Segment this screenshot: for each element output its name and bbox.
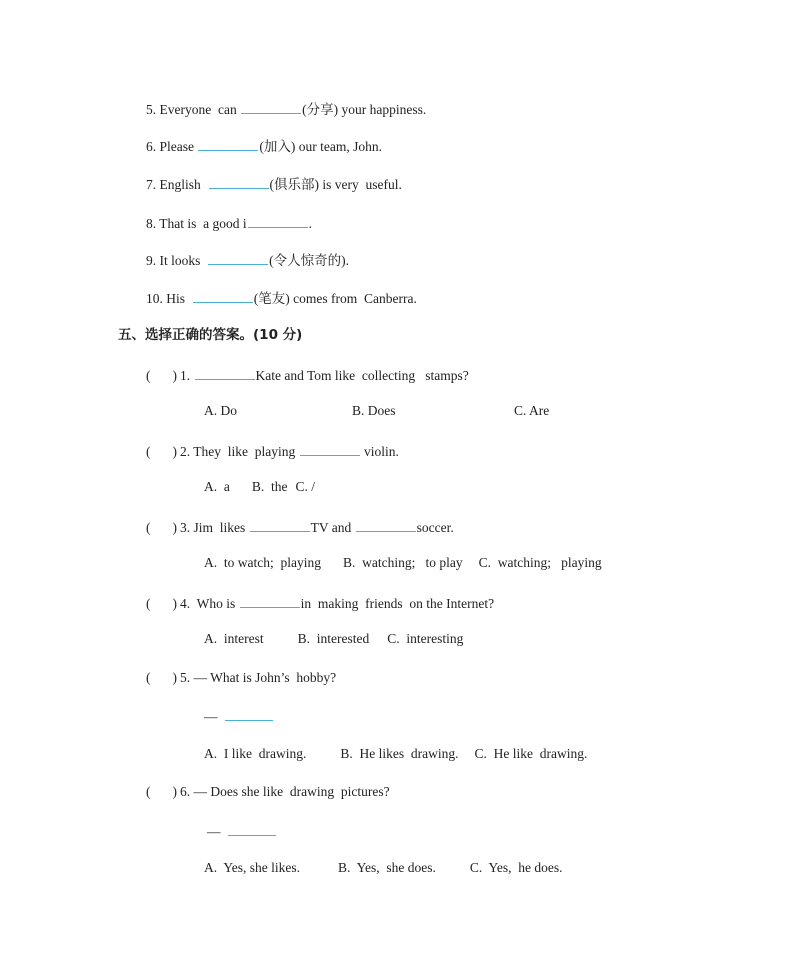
question-5 (146, 669, 336, 687)
options-3 (204, 554, 602, 572)
answer-bracket[interactable]: ( ) (146, 670, 177, 685)
answer-bracket[interactable]: ( ) (146, 368, 177, 383)
options-5 (204, 745, 587, 763)
option-c[interactable]: C. watching; playing (478, 555, 602, 570)
fill-item-10 (146, 288, 417, 308)
question-6 (146, 783, 390, 801)
fill-item-6 (146, 136, 382, 156)
item-text: 10. His (146, 291, 192, 306)
answer-bracket[interactable]: ( ) (146, 520, 177, 535)
answer-blank[interactable] (248, 213, 308, 228)
answer-bracket[interactable]: ( ) (146, 784, 177, 799)
answer-bracket[interactable]: ( ) (146, 444, 177, 459)
fill-item-7 (146, 174, 402, 194)
item-text: (加入) our team, John. (259, 139, 382, 154)
question-blank (250, 517, 310, 532)
question-number: 2. (180, 444, 191, 459)
answer-blank[interactable] (241, 99, 301, 114)
options-6 (204, 859, 563, 877)
options-1 (204, 402, 237, 420)
answer-blank (228, 821, 276, 836)
option-b[interactable]: B. He likes drawing. (340, 746, 459, 761)
question-number: 4. (180, 596, 191, 611)
option-a[interactable]: A. I like drawing. (204, 746, 307, 761)
fill-item-8 (146, 213, 312, 233)
option-b[interactable]: B. Yes, she does. (338, 860, 436, 875)
question-blank (356, 517, 416, 532)
section-heading: 五、选择正确的答案。(10 分) (118, 327, 303, 343)
option-b[interactable]: B. interested (297, 631, 370, 646)
answer-blank[interactable] (208, 250, 268, 265)
question-3 (146, 517, 454, 537)
question-text: TV and (310, 520, 355, 535)
question-blank (300, 441, 360, 456)
option-b[interactable]: B. Does (352, 403, 396, 418)
answer-bracket[interactable]: ( ) (146, 596, 177, 611)
question-text: — What is John’s hobby? (190, 670, 337, 685)
question-number: 5. (180, 670, 191, 685)
option-c[interactable]: C. Are (514, 403, 550, 418)
option-b[interactable]: B. watching; to play (342, 555, 463, 570)
question-text (190, 368, 193, 383)
options-4 (204, 630, 463, 648)
answer-blank[interactable] (193, 288, 253, 303)
item-text: (俱乐部) is very useful. (269, 177, 402, 192)
question-1 (146, 365, 469, 385)
option-c[interactable]: C. / (295, 479, 316, 494)
option-c[interactable]: C. Yes, he does. (469, 860, 563, 875)
question-text: Jim likes (190, 520, 249, 535)
dash: — (207, 824, 221, 839)
question-4 (146, 593, 494, 613)
item-text: 6. Please (146, 139, 198, 154)
option-a[interactable]: A. a (204, 479, 230, 494)
item-text: . (308, 216, 312, 231)
answer-blank (225, 706, 273, 721)
question-number: 6. (180, 784, 191, 799)
item-text: 5. Everyone can (146, 102, 241, 117)
item-text: (笔友) comes from Canberra. (253, 291, 417, 306)
option-b[interactable]: B. the (251, 479, 288, 494)
question-number: 1. (180, 368, 191, 383)
dash: — (204, 709, 218, 724)
item-text: 7. English (146, 177, 208, 192)
question-text: soccer. (416, 520, 454, 535)
item-text: (分享) your happiness. (302, 102, 427, 117)
question-text: Who is (190, 596, 239, 611)
option-a[interactable]: A. to watch; playing (204, 555, 321, 570)
question-text: violin. (360, 444, 399, 459)
option-c[interactable]: C. interesting (387, 631, 464, 646)
item-text: (令人惊奇的). (269, 253, 350, 268)
option-a[interactable]: A. interest (204, 631, 264, 646)
option-a[interactable]: A. Yes, she likes. (204, 860, 301, 875)
options-2 (204, 478, 315, 496)
option-c[interactable]: C. He like drawing. (474, 746, 588, 761)
item-text: 9. It looks (146, 253, 208, 268)
answer-blank[interactable] (209, 174, 269, 189)
fill-item-5 (146, 99, 426, 119)
question-number: 3. (180, 520, 191, 535)
question-blank (195, 365, 255, 380)
answer-line-6 (207, 821, 277, 841)
answer-line-5 (204, 706, 274, 726)
question-blank (240, 593, 300, 608)
question-text: Kate and Tom like collecting stamps? (255, 368, 469, 383)
question-text: in making friends on the Internet? (300, 596, 495, 611)
question-2 (146, 441, 399, 461)
fill-item-9 (146, 250, 349, 270)
answer-blank[interactable] (198, 136, 258, 151)
options-1c (514, 402, 549, 420)
option-a[interactable]: A. Do (204, 403, 237, 418)
options-1b (352, 402, 396, 420)
question-text: — Does she like drawing pictures? (190, 784, 390, 799)
question-text: They like playing (190, 444, 299, 459)
item-text: 8. That is a good i (146, 216, 247, 231)
